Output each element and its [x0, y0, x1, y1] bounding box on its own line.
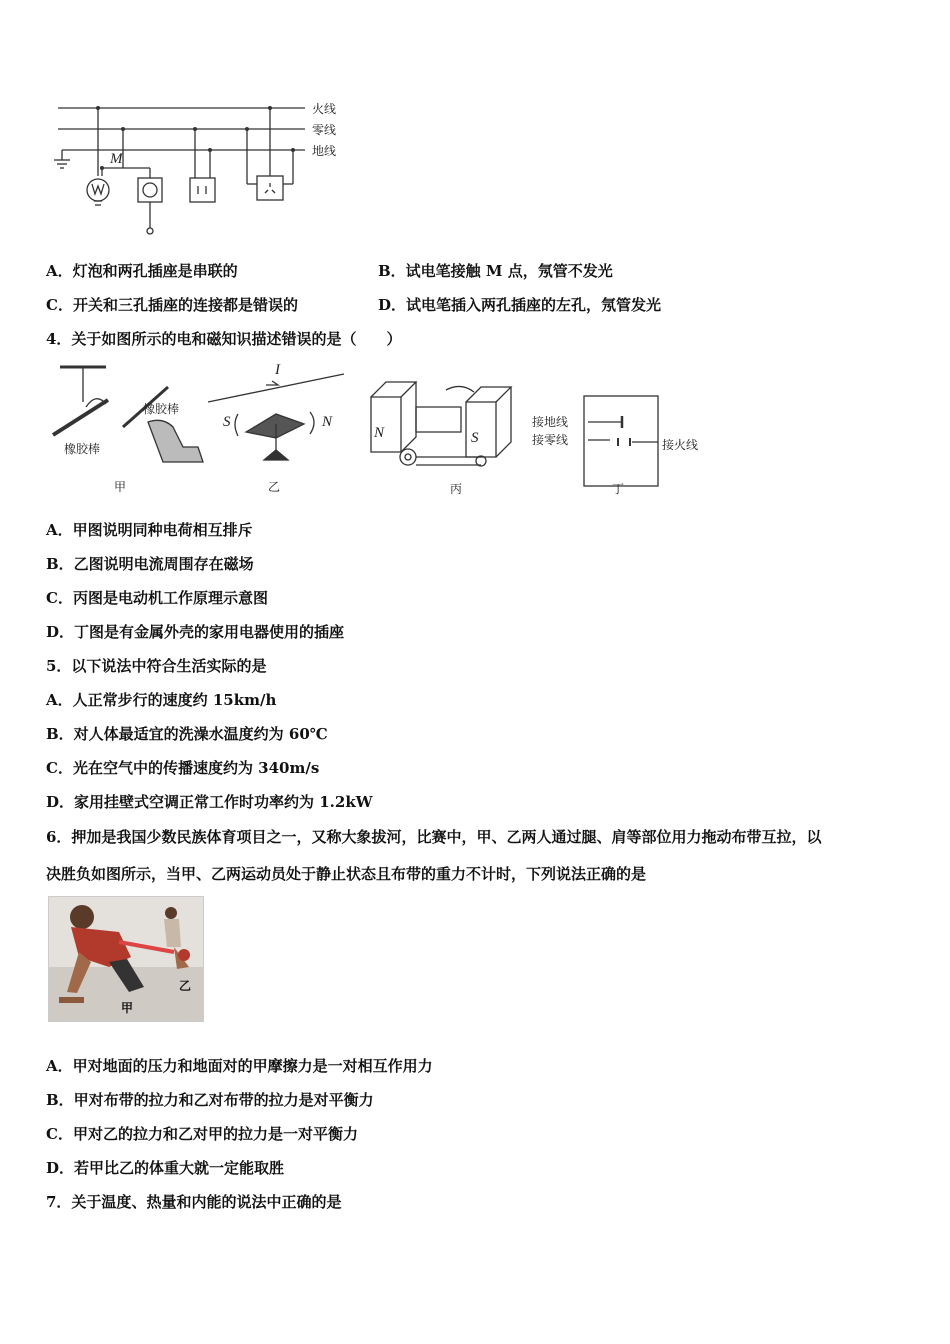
- q5-option-c[interactable]: C．光在空气中的传播速度约为 340m/s: [46, 759, 320, 777]
- q4-option-b[interactable]: B．乙图说明电流周围存在磁场: [46, 555, 254, 573]
- photo-label-jia: 甲: [121, 1001, 134, 1015]
- q6-stem-line2: 决胜负如图所示，当甲、乙两运动员处于静止状态且布带的重力不计时，下列说法正确的是: [46, 865, 647, 883]
- fig-ding-ground-label: 接地线: [532, 415, 569, 429]
- fig-jia-caption: 甲: [114, 480, 127, 494]
- q6-stem-line1: 6．押加是我国少数民族体育项目之一，又称大象拔河，比赛中，甲、乙两人通过腿、肩等部位用力拖动布带互拉，以: [46, 828, 822, 846]
- q4-option-c[interactable]: C．丙图是电动机工作原理示意图: [46, 589, 268, 607]
- label-live-wire: 火线: [312, 102, 337, 116]
- fig-ding-live-label: 接火线: [662, 438, 699, 452]
- fig-bing-caption: 丙: [450, 482, 463, 496]
- q5-option-d[interactable]: D．家用挂壁式空调正常工作时功率约为 1.2kW: [46, 793, 373, 811]
- fig-ding-caption: 丁: [612, 482, 625, 496]
- q6-option-c[interactable]: C．甲对乙的拉力和乙对甲的拉力是一对平衡力: [46, 1125, 358, 1143]
- fig-bing-diagram: [366, 362, 521, 472]
- q4-option-d[interactable]: D．丁图是有金属外壳的家用电器使用的插座: [46, 623, 345, 641]
- fig-bing-pole-n: N: [374, 425, 385, 441]
- fig-bing-pole-s: S: [471, 430, 479, 446]
- fig-yi-pole-s: S: [223, 414, 231, 430]
- label-point-m: M: [110, 151, 123, 167]
- fig-yi-caption: 乙: [268, 480, 281, 494]
- fig-jia-rod-top-label: 橡胶棒: [143, 402, 180, 416]
- fig-yi-current-label: I: [275, 362, 280, 378]
- fig-jia-rod-bottom-label: 橡胶棒: [64, 442, 101, 456]
- fig-ding-neutral-label: 接零线: [532, 433, 569, 447]
- q3-option-a[interactable]: A．灯泡和两孔插座是串联的: [46, 262, 238, 280]
- q6-option-d[interactable]: D．若甲比乙的体重大就一定能取胜: [46, 1159, 285, 1177]
- q7-stem: 7．关于温度、热量和内能的说法中正确的是: [46, 1193, 342, 1211]
- label-ground-wire: 地线: [312, 144, 337, 158]
- q3-option-b[interactable]: B．试电笔接触 M 点，氖管不发光: [378, 262, 613, 280]
- q4-option-a[interactable]: A．甲图说明同种电荷相互排斥: [46, 521, 253, 539]
- q6-option-a[interactable]: A．甲对地面的压力和地面对的甲摩擦力是一对相互作用力: [46, 1057, 433, 1075]
- q3-option-c[interactable]: C．开关和三孔插座的连接都是错误的: [46, 296, 298, 314]
- q5-stem: 5．以下说法中符合生活实际的是: [46, 657, 267, 675]
- q6-option-b[interactable]: B．甲对布带的拉力和乙对布带的拉力是对平衡力: [46, 1091, 374, 1109]
- q5-option-a[interactable]: A．人正常步行的速度约 15km/h: [46, 691, 277, 709]
- photo-label-yi: 乙: [179, 979, 192, 993]
- q4-stem: 4．关于如图所示的电和磁知识描述错误的是（ ）: [46, 330, 402, 348]
- fig-yi-pole-n: N: [322, 414, 333, 430]
- q3-option-d[interactable]: D．试电笔插入两孔插座的左孔，氖管发光: [378, 296, 662, 314]
- label-neutral-wire: 零线: [312, 123, 337, 137]
- q5-option-b[interactable]: B．对人体最适宜的洗澡水温度约为 60℃: [46, 725, 328, 743]
- q6-tug-of-war-photo: [48, 896, 204, 1022]
- q3-circuit-diagram: [50, 98, 360, 243]
